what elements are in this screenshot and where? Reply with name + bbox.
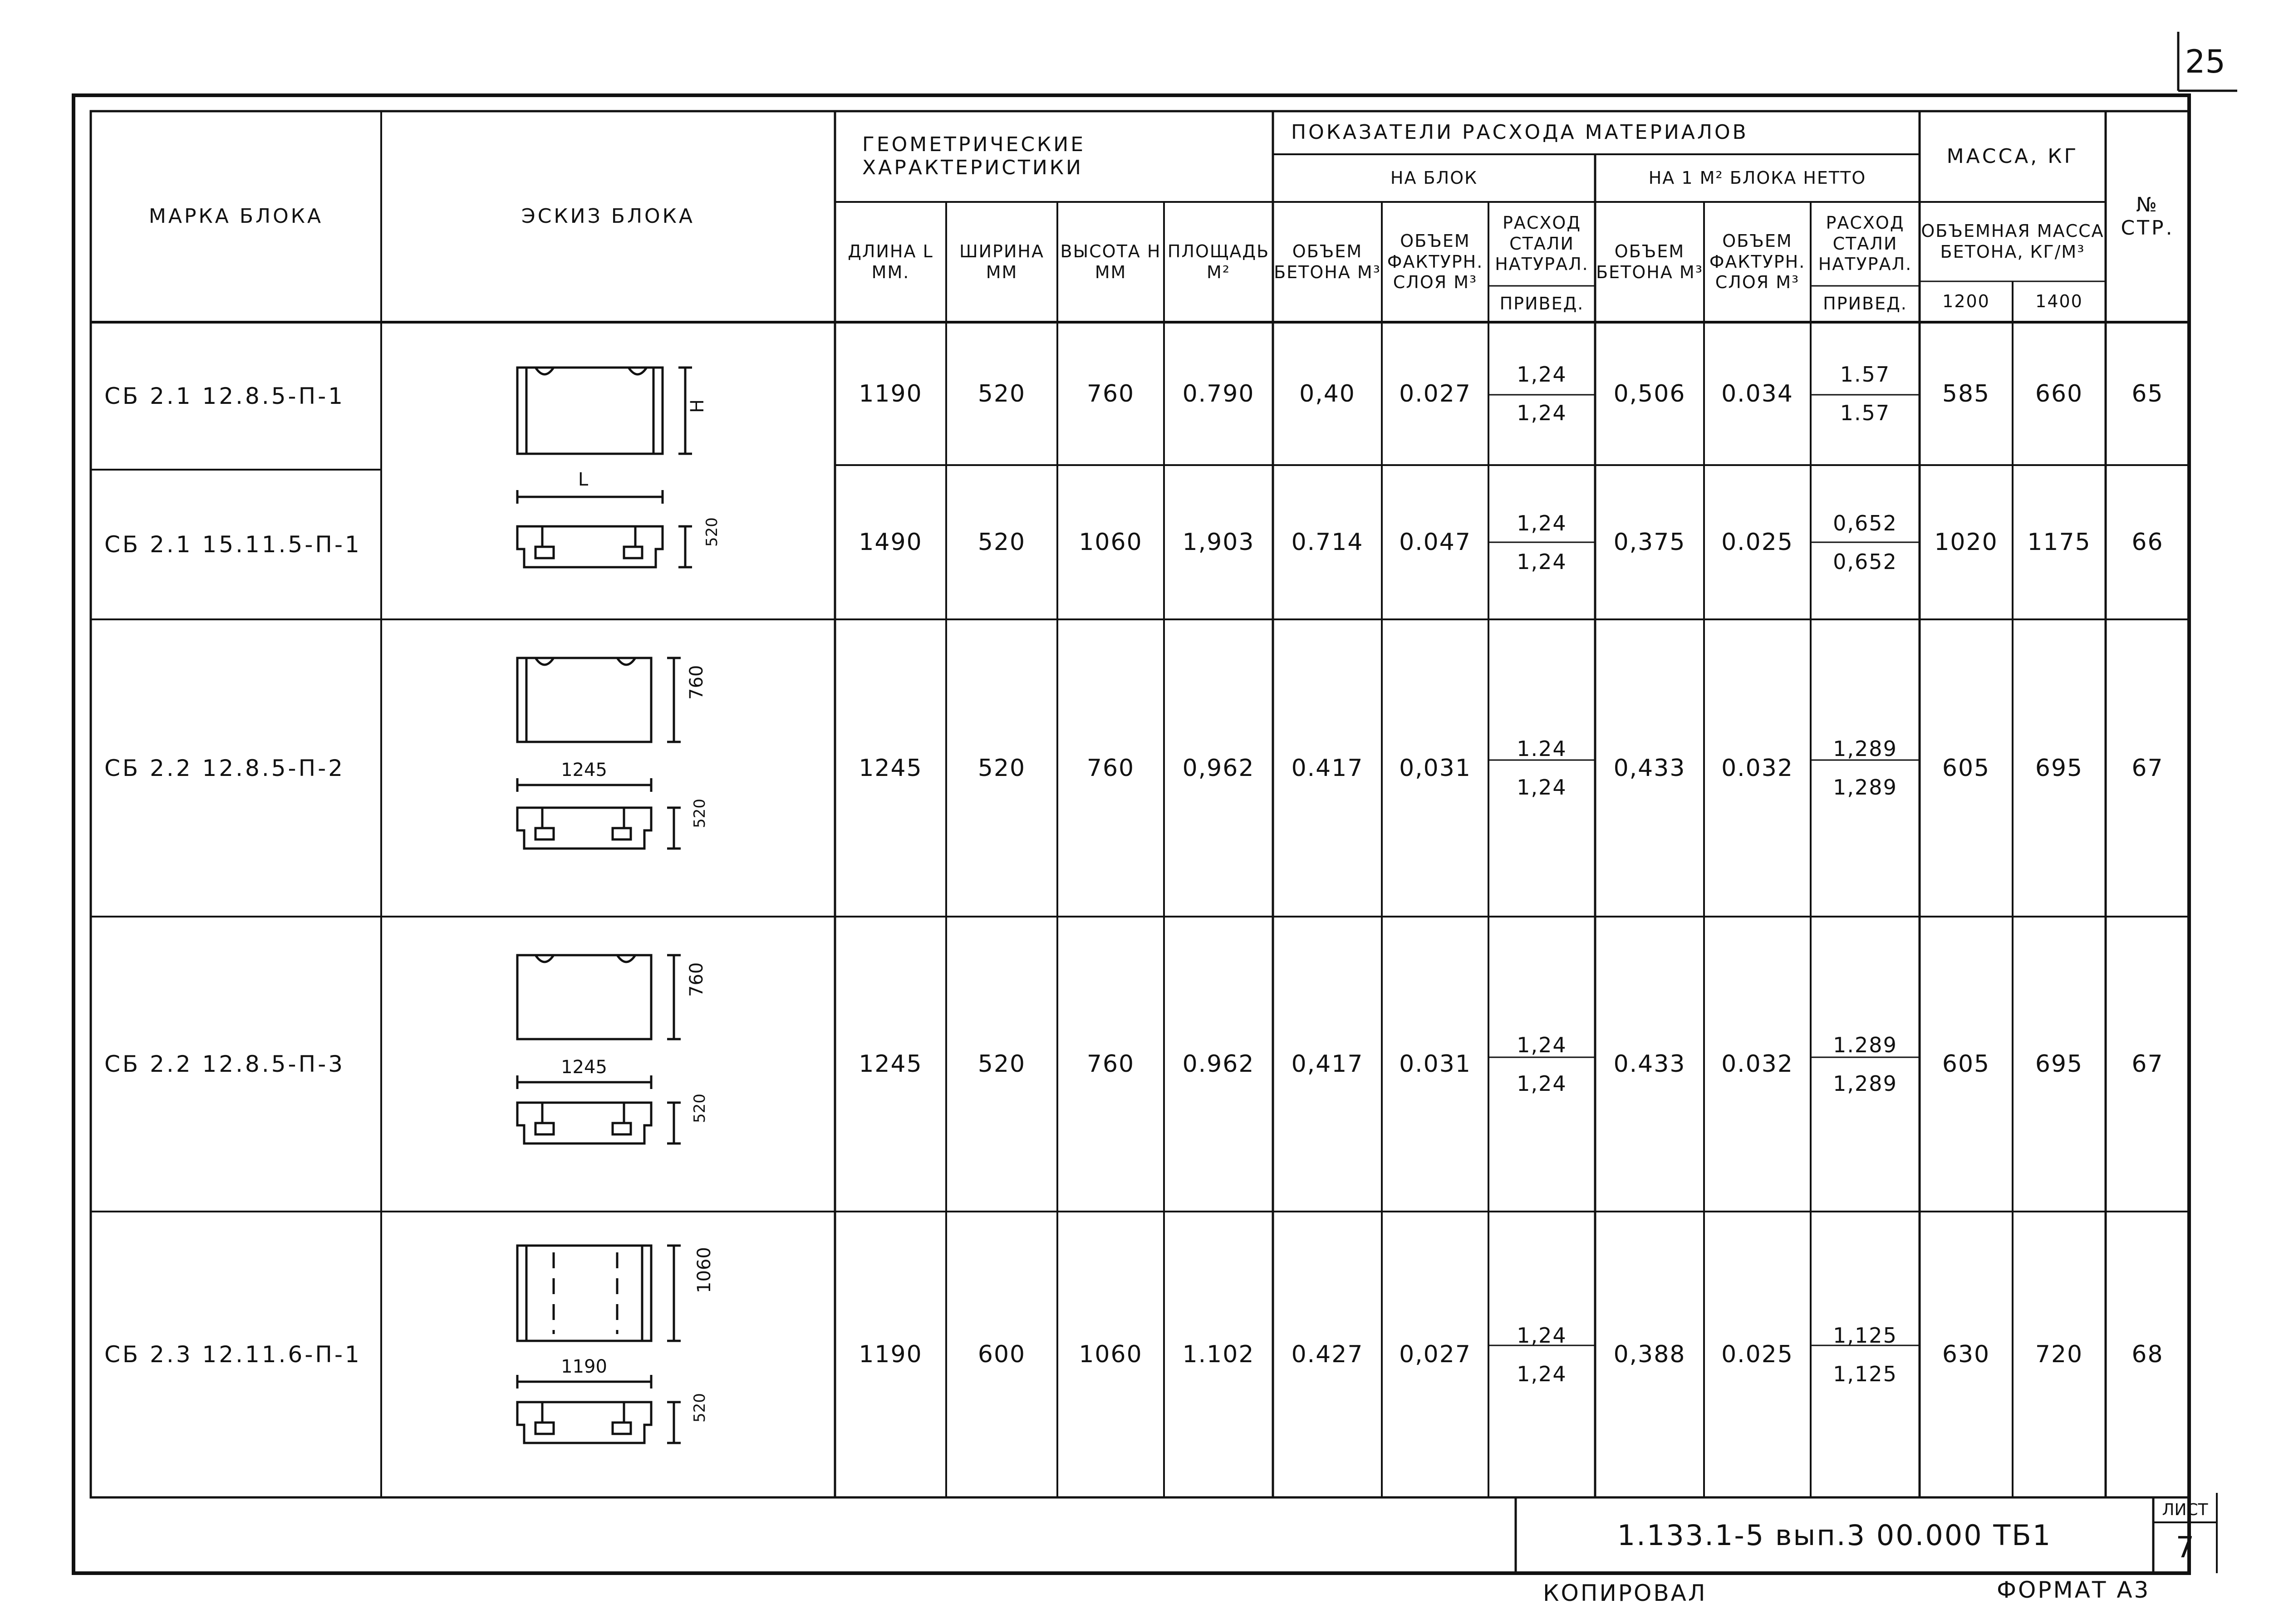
header-facing-volume: ОБЪЕМ ФАКТУРН. СЛОЯ М³ bbox=[1387, 231, 1483, 293]
cell-st_nat: 1,24 bbox=[1517, 1032, 1567, 1057]
cell-area: 0.790 bbox=[1182, 380, 1255, 407]
cell-m1400: 720 bbox=[2035, 1341, 2083, 1368]
sketch-elevation-1 bbox=[517, 368, 692, 504]
sketch-plan-2 bbox=[517, 808, 681, 849]
cell-m2_beton: 0,506 bbox=[1613, 380, 1686, 407]
header-height: ВЫСОТА H ММ bbox=[1060, 241, 1161, 282]
cell-m1200: 605 bbox=[1942, 754, 1990, 782]
cell-page: 67 bbox=[2131, 754, 2164, 782]
cell-m2_st_nat: 1.57 bbox=[1840, 362, 1891, 387]
header-steel: РАСХОД СТАЛИ НАТУРАЛ. bbox=[1495, 213, 1589, 275]
header-steel-reduced: ПРИВЕД. bbox=[1499, 294, 1584, 314]
cell-v_beton: 0,40 bbox=[1299, 380, 1356, 407]
cell-H: 1060 bbox=[1079, 1341, 1143, 1368]
header-m2-facing-volume: ОБЪЕМ ФАКТУРН. СЛОЯ М³ bbox=[1709, 231, 1806, 293]
cell-m1400: 695 bbox=[2035, 754, 2083, 782]
sketch-plan-3 bbox=[517, 1103, 681, 1143]
sketch-2-length-label: 1245 bbox=[561, 760, 607, 780]
header-mark: МАРКА БЛОКА bbox=[148, 205, 324, 228]
cell-B: 520 bbox=[977, 1050, 1026, 1078]
cell-m2_st_priv: 0,652 bbox=[1833, 549, 1897, 574]
cell-m1200: 1020 bbox=[1934, 529, 1998, 556]
cell-H: 1060 bbox=[1079, 529, 1143, 556]
block-mark: СБ 2.3 12.11.6-П-1 bbox=[104, 1341, 362, 1368]
cell-v_fakt: 0,027 bbox=[1399, 1341, 1471, 1368]
sketch-3-height-label: 760 bbox=[686, 962, 707, 997]
cell-st_priv: 1,24 bbox=[1517, 1361, 1567, 1386]
cell-m2_beton: 0,433 bbox=[1613, 754, 1686, 782]
sheet-label: ЛИСТ bbox=[2162, 1501, 2208, 1519]
header-area: ПЛОЩАДЬ М² bbox=[1167, 241, 1270, 282]
cell-m2_st_priv: 1.57 bbox=[1840, 401, 1891, 425]
sheet-corner-number: 25 bbox=[2185, 43, 2226, 80]
cell-m1200: 605 bbox=[1942, 1050, 1990, 1078]
sketch-1-length-label: L bbox=[578, 469, 589, 490]
header-page-no: № СТР. bbox=[2121, 193, 2175, 240]
cell-area: 0,962 bbox=[1182, 754, 1255, 782]
cell-st_nat: 1,24 bbox=[1517, 1323, 1567, 1348]
sketch-2-width-label: 520 bbox=[691, 799, 709, 828]
header-per-m2: НА 1 М² БЛОКА НЕТТО bbox=[1648, 167, 1866, 188]
cell-v_beton: 0.417 bbox=[1291, 754, 1364, 782]
sketch-4-length-label: 1190 bbox=[561, 1356, 607, 1377]
cell-m2_fakt: 0.025 bbox=[1721, 529, 1793, 556]
header-mass-1400: 1400 bbox=[2035, 291, 2083, 312]
cell-m2_fakt: 0.025 bbox=[1721, 1341, 1793, 1368]
cell-L: 1190 bbox=[859, 380, 923, 407]
cell-B: 520 bbox=[977, 529, 1026, 556]
document-designation: 1.133.1-5 вып.3 00.000 ТБ1 bbox=[1617, 1519, 2052, 1552]
cell-area: 0.962 bbox=[1182, 1050, 1255, 1078]
cell-v_beton: 0,417 bbox=[1291, 1050, 1364, 1078]
cell-H: 760 bbox=[1086, 754, 1135, 782]
cell-m2_st_nat: 1.289 bbox=[1833, 1032, 1897, 1057]
cell-B: 520 bbox=[977, 754, 1026, 782]
header-mass: МАССА, КГ bbox=[1946, 144, 2079, 168]
cell-page: 68 bbox=[2131, 1341, 2164, 1368]
cell-L: 1245 bbox=[859, 754, 923, 782]
copied-label: КОПИРОВАЛ bbox=[1543, 1580, 1707, 1606]
header-per-block: НА БЛОК bbox=[1390, 167, 1478, 188]
cell-m2_beton: 0,388 bbox=[1613, 1341, 1686, 1368]
format-label: ФОРМАТ А3 bbox=[1997, 1577, 2151, 1603]
cell-st_nat: 1,24 bbox=[1517, 510, 1567, 535]
header-m2-steel-reduced: ПРИВЕД. bbox=[1823, 294, 1907, 314]
cell-L: 1490 bbox=[859, 529, 923, 556]
cell-v_fakt: 0.031 bbox=[1399, 1050, 1471, 1078]
cell-m2_st_nat: 1,125 bbox=[1833, 1323, 1897, 1348]
cell-m2_st_priv: 1,289 bbox=[1833, 775, 1897, 800]
header-bulk-mass: ОБЪЕМНАЯ МАССА БЕТОНА, КГ/М³ bbox=[1921, 221, 2104, 262]
cell-area: 1,903 bbox=[1182, 529, 1255, 556]
block-mark: СБ 2.2 12.8.5-П-3 bbox=[104, 1051, 345, 1077]
cell-m1400: 695 bbox=[2035, 1050, 2083, 1078]
cell-m2_st_nat: 0,652 bbox=[1833, 510, 1897, 535]
cell-page: 66 bbox=[2131, 529, 2164, 556]
cell-st_priv: 1,24 bbox=[1517, 1071, 1567, 1096]
sketch-4-height-label: 1060 bbox=[694, 1247, 715, 1293]
cell-m2_beton: 0.433 bbox=[1613, 1050, 1686, 1078]
cell-m2_fakt: 0.032 bbox=[1721, 754, 1793, 782]
cell-m2_st_priv: 1,125 bbox=[1833, 1361, 1897, 1386]
sketch-2-height-label: 760 bbox=[686, 665, 707, 700]
cell-st_priv: 1,24 bbox=[1517, 401, 1567, 425]
block-mark: СБ 2.1 15.11.5-П-1 bbox=[104, 531, 362, 558]
cell-B: 600 bbox=[977, 1341, 1026, 1368]
header-width: ШИРИНА ММ bbox=[959, 241, 1044, 282]
cell-st_priv: 1,24 bbox=[1517, 775, 1567, 800]
header-mass-1200: 1200 bbox=[1942, 291, 1990, 312]
cell-v_fakt: 0,031 bbox=[1399, 754, 1471, 782]
sketch-plan-4 bbox=[517, 1402, 681, 1443]
header-m2-concrete-volume: ОБЪЕМ БЕТОНА М³ bbox=[1596, 241, 1703, 282]
header-geometry: ГЕОМЕТРИЧЕСКИЕ ХАРАКТЕРИСТИКИ bbox=[862, 133, 1085, 179]
cell-H: 760 bbox=[1086, 380, 1135, 407]
cell-v_fakt: 0.047 bbox=[1399, 529, 1471, 556]
cell-page: 67 bbox=[2131, 1050, 2164, 1078]
cell-m1200: 630 bbox=[1942, 1341, 1990, 1368]
sketch-plan-1 bbox=[517, 526, 692, 567]
header-m2-steel: РАСХОД СТАЛИ НАТУРАЛ. bbox=[1818, 213, 1912, 275]
cell-m1400: 660 bbox=[2035, 380, 2083, 407]
cell-m2_st_priv: 1,289 bbox=[1833, 1071, 1897, 1096]
sketch-1-height-label: H bbox=[687, 399, 708, 413]
sketch-3-width-label: 520 bbox=[691, 1094, 709, 1123]
cell-st_priv: 1,24 bbox=[1517, 549, 1567, 574]
cell-v_beton: 0.427 bbox=[1291, 1341, 1364, 1368]
sheet-number: 7 bbox=[2176, 1531, 2195, 1565]
cell-L: 1190 bbox=[859, 1341, 923, 1368]
sketch-4-width-label: 520 bbox=[691, 1393, 709, 1423]
cell-st_nat: 1,24 bbox=[1517, 362, 1567, 387]
cell-m1200: 585 bbox=[1942, 380, 1990, 407]
cell-area: 1.102 bbox=[1182, 1341, 1255, 1368]
block-mark: СБ 2.2 12.8.5-П-2 bbox=[104, 755, 345, 781]
cell-B: 520 bbox=[977, 380, 1026, 407]
cell-m2_st_nat: 1,289 bbox=[1833, 736, 1897, 761]
block-mark: СБ 2.1 12.8.5-П-1 bbox=[104, 383, 345, 409]
cell-H: 760 bbox=[1086, 1050, 1135, 1078]
header-length: ДЛИНА L ММ. bbox=[848, 241, 933, 282]
header-sketch: ЭСКИЗ БЛОКА bbox=[521, 205, 695, 228]
cell-m1400: 1175 bbox=[2027, 529, 2091, 556]
cell-v_fakt: 0.027 bbox=[1399, 380, 1471, 407]
block-sketches bbox=[467, 345, 749, 1470]
header-consumption: ПОКАЗАТЕЛИ РАСХОДА МАТЕРИАЛОВ bbox=[1291, 121, 1748, 144]
cell-page: 65 bbox=[2131, 380, 2164, 407]
cell-m2_beton: 0,375 bbox=[1613, 529, 1686, 556]
cell-st_nat: 1.24 bbox=[1517, 736, 1567, 761]
sketch-3-length-label: 1245 bbox=[561, 1057, 607, 1078]
cell-m2_fakt: 0.034 bbox=[1721, 380, 1793, 407]
sketch-1-width-label: 520 bbox=[703, 517, 721, 547]
header-concrete-volume: ОБЪЕМ БЕТОНА М³ bbox=[1274, 241, 1381, 282]
cell-v_beton: 0.714 bbox=[1291, 529, 1364, 556]
cell-m2_fakt: 0.032 bbox=[1721, 1050, 1793, 1078]
cell-L: 1245 bbox=[859, 1050, 923, 1078]
